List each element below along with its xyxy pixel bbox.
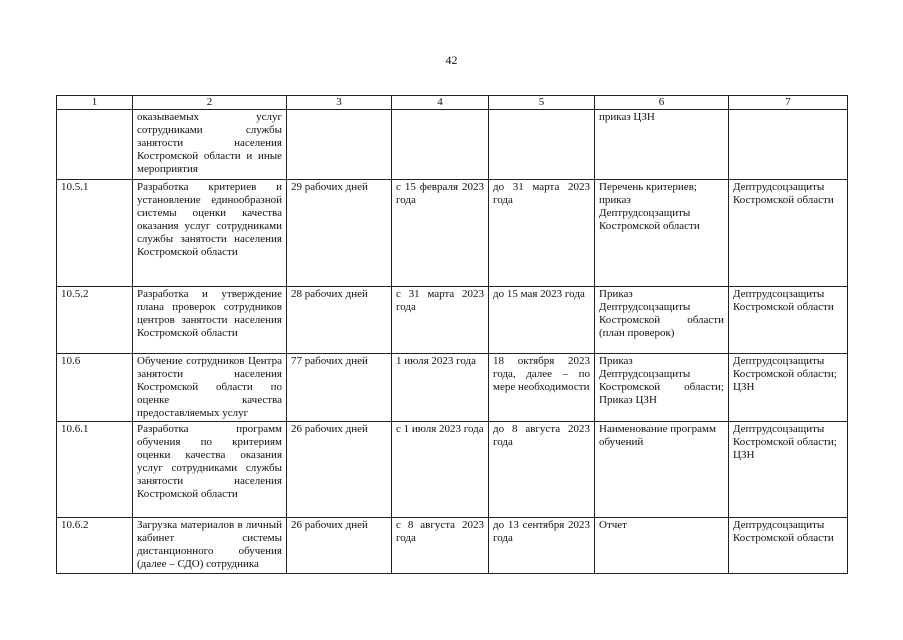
item-start: с 31 марта 2023 года <box>392 287 489 354</box>
item-result: Перечень критериев; приказ Дептрудсоцзащиты Костромской области <box>595 180 729 287</box>
item-duration: 77 рабочих дней <box>287 354 392 422</box>
column-header-row <box>57 96 848 110</box>
item-result: Наименование программ обучений <box>595 422 729 518</box>
table-row <box>57 180 848 287</box>
column-header: 7 <box>729 96 848 110</box>
item-duration: 28 рабочих дней <box>287 287 392 354</box>
item-result: Приказ Дептрудсоцзащиты Костромской области (план проверок) <box>595 287 729 354</box>
item-duration: 29 рабочих дней <box>287 180 392 287</box>
item-end: до 8 августа 2023 года <box>489 422 595 518</box>
item-name: Загрузка материалов в личный кабинет системы дистанционного обучения (далее – СДО) сотрудника <box>133 518 287 574</box>
item-end: 18 октября 2023 года, далее – по мере необходимости <box>489 354 595 422</box>
plan-table <box>56 95 848 574</box>
item-number: 10.6.2 <box>57 518 133 574</box>
item-end: до 31 марта 2023 года <box>489 180 595 287</box>
item-end: до 15 мая 2023 года <box>489 287 595 354</box>
item-number: 10.5.1 <box>57 180 133 287</box>
item-responsible: Дептрудсоцзащиты Костромской области; ЦЗН <box>729 422 848 518</box>
item-name: оказываемых услуг сотрудниками службы занятости населения Костромской области и иные мероприятия <box>133 110 287 180</box>
table-row <box>57 287 848 354</box>
item-number: 10.6 <box>57 354 133 422</box>
item-result: Отчет <box>595 518 729 574</box>
item-name: Разработка программ обучения по критериям оценки качества оказания услуг сотрудниками службы занятости населения Костромской области <box>133 422 287 518</box>
item-number <box>57 110 133 180</box>
item-end: до 13 сентября 2023 года <box>489 518 595 574</box>
table-row <box>57 110 848 180</box>
item-start: с 8 августа 2023 года <box>392 518 489 574</box>
column-header: 4 <box>392 96 489 110</box>
table-row <box>57 518 848 574</box>
item-duration <box>287 110 392 180</box>
item-start <box>392 110 489 180</box>
column-header: 5 <box>489 96 595 110</box>
item-number: 10.5.2 <box>57 287 133 354</box>
item-name: Обучение сотрудников Центра занятости населения Костромской области по оценке качества предоставляемых услуг <box>133 354 287 422</box>
item-responsible: Дептрудсоцзащиты Костромской области <box>729 287 848 354</box>
column-header: 6 <box>595 96 729 110</box>
item-name: Разработка и утверждение плана проверок сотрудников центров занятости населения Костромской области <box>133 287 287 354</box>
item-start: с 15 февраля 2023 года <box>392 180 489 287</box>
table-row <box>57 354 848 422</box>
item-name: Разработка критериев и установление единообразной системы оценки качества оказания услуг сотрудниками службы занятости населения Костромской области <box>133 180 287 287</box>
item-start: с 1 июля 2023 года <box>392 422 489 518</box>
item-start: 1 июля 2023 года <box>392 354 489 422</box>
table-row <box>57 422 848 518</box>
item-end <box>489 110 595 180</box>
item-result: Приказ Дептрудсоцзащиты Костромской области; Приказ ЦЗН <box>595 354 729 422</box>
column-header: 1 <box>57 96 133 110</box>
page-number: 42 <box>445 53 458 67</box>
item-responsible <box>729 110 848 180</box>
item-result: приказ ЦЗН <box>595 110 729 180</box>
item-responsible: Дептрудсоцзащиты Костромской области; ЦЗН <box>729 354 848 422</box>
item-duration: 26 рабочих дней <box>287 422 392 518</box>
column-header: 2 <box>133 96 287 110</box>
column-header: 3 <box>287 96 392 110</box>
item-duration: 26 рабочих дней <box>287 518 392 574</box>
item-number: 10.6.1 <box>57 422 133 518</box>
item-responsible: Дептрудсоцзащиты Костромской области <box>729 518 848 574</box>
item-responsible: Дептрудсоцзащиты Костромской области <box>729 180 848 287</box>
